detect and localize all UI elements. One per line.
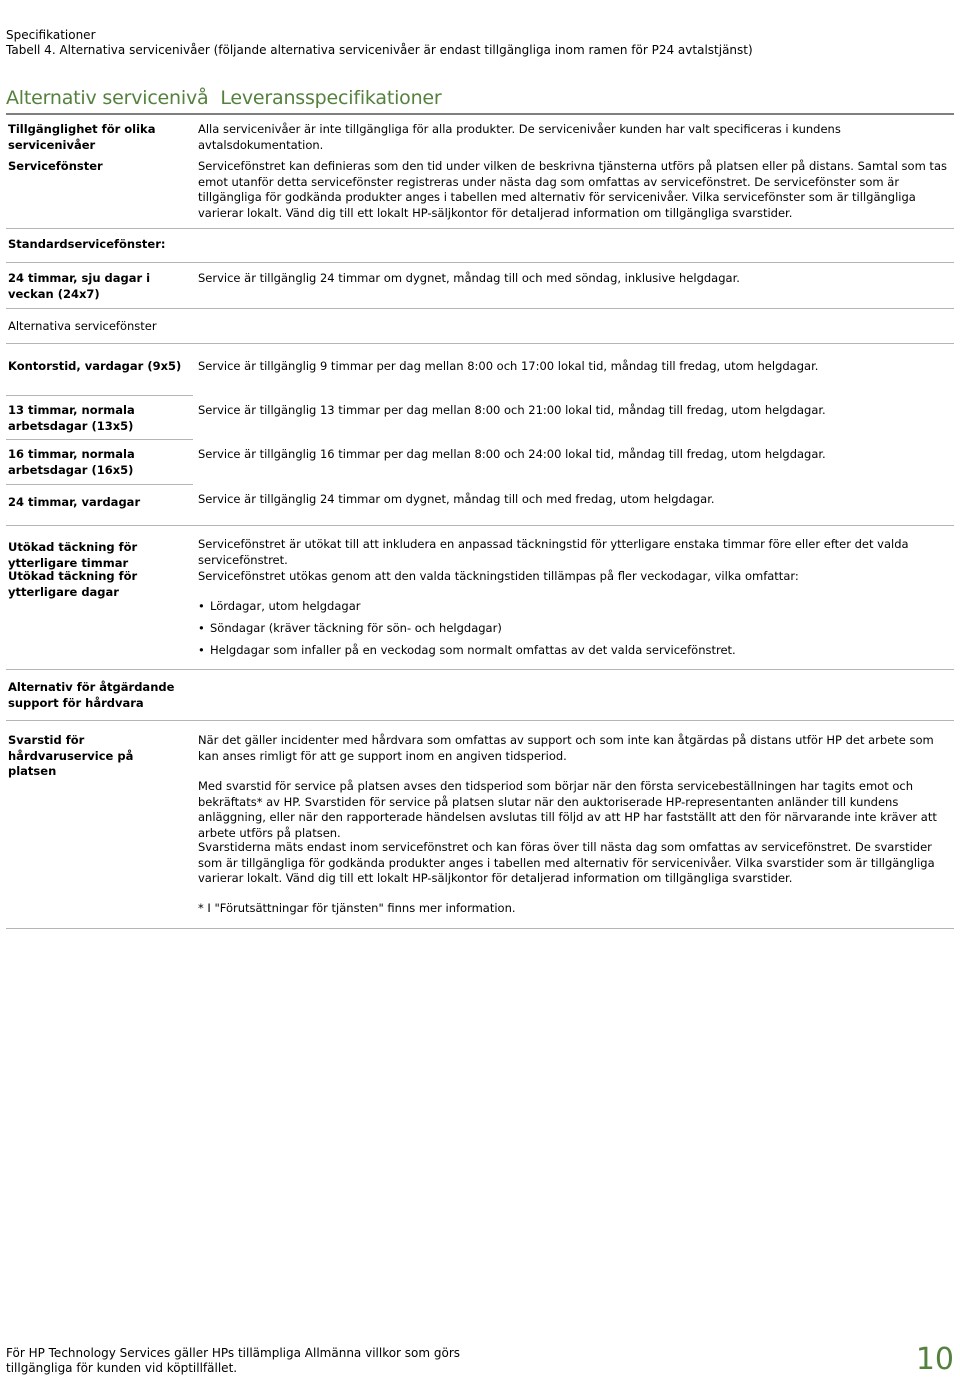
divider	[6, 228, 954, 229]
table-title-col1: Alternativ servicenivå	[6, 87, 209, 109]
row-text-hw-response-p2: Med svarstid för service på platsen avses den tidsperiod som börjar när den första servicebeställningen har tagits emot och bekräftats* av HP. Svarstiden för service på platsen slutar när den auktoriserade HP-representanten anländer till kundens anläggning, eller när den rapporterade händelsen avslutas till följd av att HP har fastställt att den för närvarande inte kräver att arbete utförs på platsen.	[198, 779, 937, 840]
row-text-service-window: Servicefönstret kan definieras som den tid under vilken de beskrivna tjänsterna utförs på platsen eller på distans. Samtal som tas emot utanför detta servicefönster registreras under nästa dag som omfattas av servicefönstret. De servicefönster som är tillgängliga för godkända produkter anges i tabellen med alternativ för servicenivåer. Vilka servicefönster som är tillgängliga varierar lokalt. Vänd dig till ett lokalt HP-säljkontor för detaljerad information om tillgängliga svarstider.	[198, 159, 947, 220]
row-text-availability: Alla servicenivåer är inte tillgängliga för alla produkter. De servicenivåer kunden har valt specificeras i kundens avtalsdokumentation.	[198, 122, 841, 152]
divider	[6, 439, 193, 440]
row-label-24-weekdays: 24 timmar, vardagar	[8, 495, 141, 509]
divider	[6, 669, 954, 670]
row-label-16x5: 16 timmar, normala arbetsdagar (16x5)	[8, 447, 135, 477]
standard-windows-heading: Standardservicefönster:	[8, 237, 166, 251]
divider	[6, 525, 954, 526]
divider	[6, 113, 954, 115]
row-text-24-weekdays: Service är tillgänglig 24 timmar om dygnet, måndag till och med fredag, utom helgdagar.	[198, 492, 715, 506]
row-text-hw-response-p3: Svarstiderna mäts endast inom servicefönstret och kan föras över till nästa dag som omfattas av servicefönstret. De svarstider som är tillgängliga för godkända produkter anges i tabellen med alternativ för servicenivåer. Vilka svarstider som är tillgängliga varierar lokalt. Vänd dig till ett lokalt HP-säljkontor för detaljerad information om tillgängliga svarstider.	[198, 840, 935, 885]
row-label-hw-response: Svarstid för hårdvaruservice på platsen	[8, 733, 134, 778]
bullet-icon: •	[198, 621, 205, 635]
list-item: • Söndagar (kräver täckning för sön- och helgdagar)	[198, 621, 502, 635]
row-text-extended-days: Servicefönstret utökas genom att den valda täckningstiden tillämpas på fler veckodagar, vilka omfattar:	[198, 569, 799, 583]
row-label-extended-days: Utökad täckning för ytterligare dagar	[8, 569, 138, 599]
row-label-service-window: Servicefönster	[8, 159, 103, 173]
table-title	[6, 86, 442, 110]
row-text-24x7: Service är tillgänglig 24 timmar om dygnet, måndag till och med söndag, inklusive helgdagar.	[198, 271, 740, 285]
divider	[6, 484, 193, 485]
row-text-16x5: Service är tillgänglig 16 timmar per dag mellan 8:00 och 24:00 lokal tid, måndag till fredag, utom helgdagar.	[198, 447, 826, 461]
row-text-extended-hours: Servicefönstret är utökat till att inkludera en anpassad täckningstid för ytterligare enstaka timmar före eller efter det valda servicefönstret.	[198, 537, 909, 567]
list-item: • Lördagar, utom helgdagar	[198, 599, 361, 613]
bullet-icon: •	[198, 599, 205, 613]
bullet-icon: •	[198, 643, 205, 657]
page-number: 10	[915, 1342, 954, 1377]
footer-text: För HP Technology Services gäller HPs tillämpliga Allmänna villkor som görs tillgängliga för kunden vid köptillfället.	[6, 1346, 461, 1375]
row-text-office-hours: Service är tillgänglig 9 timmar per dag mellan 8:00 och 17:00 lokal tid, måndag till fredag, utom helgdagar.	[198, 359, 819, 373]
table-title-col2: Leveransspecifikationer	[220, 87, 442, 109]
divider	[6, 343, 954, 344]
divider	[6, 262, 954, 263]
row-label-availability: Tillgänglighet för olika servicenivåer	[8, 122, 156, 152]
row-text-hw-response-p1: När det gäller incidenter med hårdvara som omfattas av support och som inte kan åtgärdas på distans utför HP det arbete som kan anses rimligt för att ge support inom en angiven tidsperiod.	[198, 733, 934, 763]
divider	[6, 720, 954, 721]
row-label-24x7: 24 timmar, sju dagar i veckan (24x7)	[8, 271, 151, 301]
divider	[6, 308, 954, 309]
divider	[6, 395, 193, 396]
row-label-office-hours: Kontorstid, vardagar (9x5)	[8, 359, 182, 373]
section-heading: Specifikationer	[6, 28, 96, 42]
table-caption: Tabell 4. Alternativa servicenivåer (följande alternativa servicenivåer är endast tillgängliga inom ramen för P24 avtalstjänst)	[6, 43, 753, 57]
alternative-windows-heading: Alternativa servicefönster	[8, 319, 157, 333]
hardware-support-heading: Alternativ för åtgärdande support för hårdvara	[8, 680, 175, 710]
list-item: • Helgdagar som infaller på en veckodag som normalt omfattas av det valda servicefönstret.	[198, 643, 736, 657]
row-label-extended-hours: Utökad täckning för ytterligare timmar	[8, 540, 138, 570]
extended-days-list	[198, 599, 954, 665]
divider	[6, 928, 954, 929]
row-label-13x5: 13 timmar, normala arbetsdagar (13x5)	[8, 403, 135, 433]
row-text-13x5: Service är tillgänglig 13 timmar per dag mellan 8:00 och 21:00 lokal tid, måndag till fredag, utom helgdagar.	[198, 403, 826, 417]
row-text-hw-response-note: * I "Förutsättningar för tjänsten" finns mer information.	[198, 901, 516, 915]
